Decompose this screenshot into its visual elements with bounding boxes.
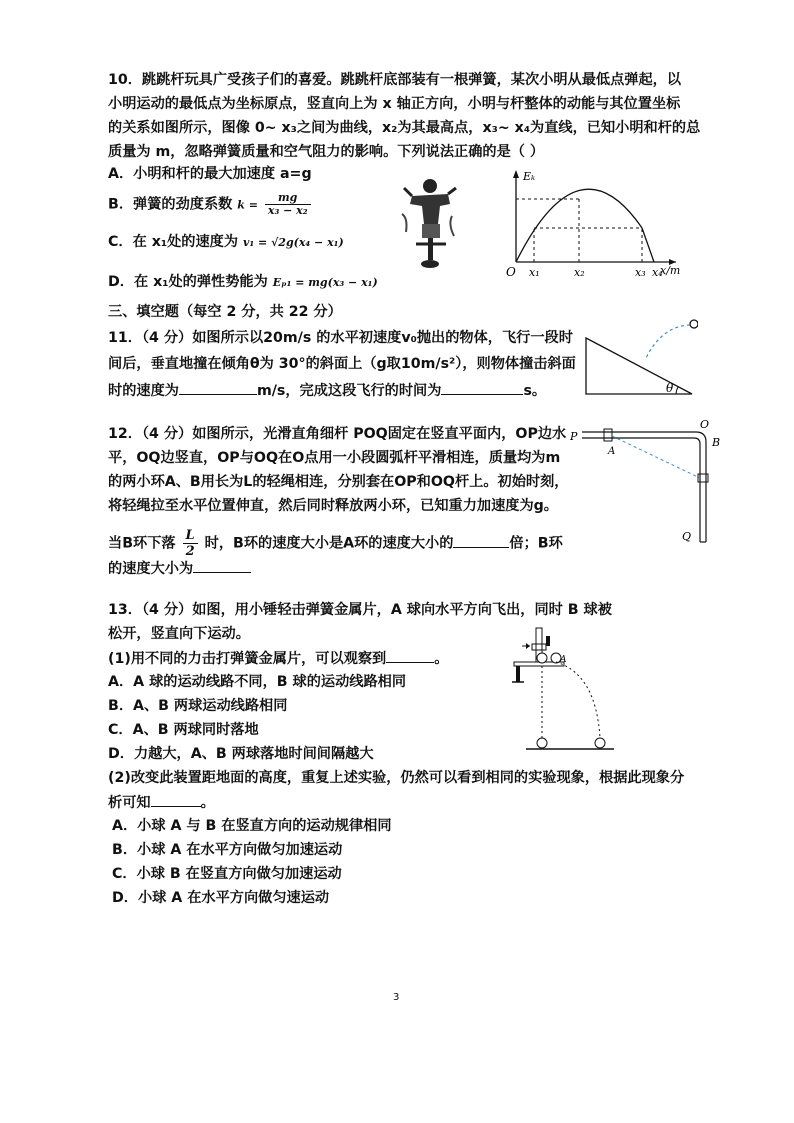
q10-option-d: [108, 272, 378, 293]
q11-line-3-b: m/s，完成这段飞行的时间为: [256, 383, 442, 399]
q10-line-2: 小明运动的最低点为坐标原点，竖直向上为 x 轴正方向，小明与杆整体的动能与其位置坐标: [108, 96, 681, 112]
q11-line-3: [108, 380, 546, 401]
apparatus-figure: [512, 622, 616, 752]
q10-option-a: A．小明和杆的最大加速度 a=g: [108, 166, 312, 182]
ring-a: [604, 429, 612, 441]
parabolic-path: [556, 662, 600, 738]
q10-line-3: 的关系如图所示，图像 0~ x₃之间为曲线，x₂为其最高点，x₃~ x₄为直线，已知小明和杆的总: [108, 120, 701, 136]
label-b: B: [712, 436, 721, 449]
projectile-ball: [690, 320, 698, 328]
q13-option-a: A．A 球的运动线路不同，B 球的运动线路相同: [108, 674, 407, 690]
q11-line-1: 11．（4 分）如图所示以20m/s 的水平初速度v₀抛出的物体，飞行一段时: [108, 330, 573, 346]
light-rope: [612, 436, 700, 478]
rod-inner: [582, 438, 700, 542]
pogo-stick-figure: [398, 174, 458, 270]
hammer-arrow-icon: [526, 643, 530, 649]
label-a: A: [608, 446, 616, 457]
q11-line-3-a: 时的速度为: [108, 383, 179, 399]
ball-b-ground: [537, 738, 547, 748]
page-number: 3: [393, 992, 400, 1003]
q10-option-b-fraction: [265, 192, 311, 217]
q13-option-2a: A．小球 A 与 B 在竖直方向的运动规律相同: [112, 818, 392, 834]
q10-option-b-formula-lhs: k =: [237, 198, 258, 212]
y-axis-arrow-icon: [513, 170, 519, 178]
q12-fraction-numerator: L: [183, 528, 198, 544]
q12-line-3: 的两小环A、B用长为L的轻绳相连，分别套在OP和OQ杆上。初始时刻，: [108, 474, 569, 490]
q12-line-2: 平，OQ边竖直，OP与OQ在O点用一小段圆弧杆平滑相连，质量均为m: [108, 450, 561, 466]
q11-blank-velocity[interactable]: [179, 380, 257, 395]
graph-tick-x2: x₂: [574, 266, 585, 279]
q12-fraction-denominator: 2: [185, 544, 195, 559]
graph-xlabel: x/m: [660, 264, 681, 277]
ball-b-top: [537, 653, 547, 663]
q13-line-3: [108, 648, 448, 669]
q10-option-d-label: D．在 x₁处的弹性势能为: [108, 274, 268, 290]
q12-blank-speed[interactable]: [193, 558, 251, 573]
section-title-fill-in: 三、填空题（每空 2 分，共 22 分）: [108, 304, 342, 320]
q12-line-5: [108, 528, 563, 559]
ek-x-graph: [506, 166, 686, 280]
q12-line-1: 12．（4 分）如图所示，光滑直角细杆 POQ固定在竖直平面内，OP边水: [108, 426, 567, 442]
graph-origin: O: [506, 265, 516, 279]
q10-option-c-label: C．在 x₁处的速度为: [108, 234, 239, 250]
q13-option-2c: C．小球 B 在竖直方向做匀加速运动: [112, 866, 342, 882]
q13-line-5-text: 析可知: [108, 795, 151, 811]
rod-outer: [582, 432, 706, 542]
q13-option-c: C．A、B 两球同时落地: [108, 722, 259, 738]
incline-triangle: [586, 338, 692, 394]
graph-ylabel: Eₖ: [523, 170, 536, 183]
q13-blank-2[interactable]: [151, 792, 201, 807]
q12-line-5-b: 时，B环的速度大小是A环的速度大小的: [204, 535, 454, 552]
graph-tick-x1: x₁: [529, 266, 540, 279]
q10-option-b: [108, 192, 313, 217]
q10-line-4: 质量为 m，忽略弹簧质量和空气阻力的影响。下列说法正确的是（ ）: [108, 144, 545, 160]
q13-line-3-end: 。: [434, 651, 449, 667]
hammer-head: [532, 644, 546, 650]
q13-blank-1[interactable]: [386, 648, 434, 663]
q13-line-1: 13．（4 分）如图，用小锤轻击弹簧金属片，A 球向水平方向飞出，同时 B 球被: [108, 602, 612, 618]
q10-line-1: 10．跳跳杆玩具广受孩子们的喜爱。跳跳杆底部装有一根弹簧，某次小明从最低点弹起，以: [108, 72, 682, 88]
q10-option-b-denominator: x₃ − x₂: [267, 204, 308, 217]
ek-line-segment: [642, 228, 654, 262]
q13-option-b: B．A、B 两球运动线路相同: [108, 698, 288, 714]
q12-line-5-a: 当B环下落: [108, 535, 176, 552]
graph-tick-x3: x₃: [635, 266, 646, 279]
clamp: [546, 636, 550, 646]
angle-arc: [676, 387, 678, 394]
q13-line-5: [108, 792, 215, 813]
q11-line-2: 间后，垂直地撞在倾角θ为 30°的斜面上（g取10m/s²），则物体撞击斜面: [108, 356, 576, 372]
q10-option-b-numerator: mg: [265, 192, 311, 205]
q13-line-2: 松开，竖直向下运动。: [108, 626, 250, 642]
q13-option-2d: D．小球 A 在水平方向做匀速运动: [112, 890, 330, 906]
q10-option-d-formula: Eₚ₁ = mg(x₃ − x₁): [272, 276, 378, 289]
q10-option-c-formula: v₁ = √2g(x₄ − x₁): [242, 236, 344, 249]
ball-a-ground: [595, 738, 605, 748]
q13-line-4: (2)改变此装置距地面的高度，重复上述实验，仍然可以看到相同的实验现象，根据此现象分: [108, 770, 685, 786]
label-q: Q: [682, 530, 692, 543]
q11-line-3-c: s。: [523, 383, 547, 399]
q12-fraction-l-over-2: [183, 528, 198, 559]
ball-a-label: A: [560, 655, 567, 665]
q12-blank-ratio[interactable]: [453, 533, 509, 548]
q13-option-2b: B．小球 A 在水平方向做匀加速运动: [112, 842, 343, 858]
q13-line-3-text: (1)用不同的力击打弹簧金属片，可以观察到: [108, 651, 387, 667]
q10-option-b-label: B．弹簧的劲度系数: [108, 196, 233, 213]
graph-tick-x4: x₄: [652, 266, 663, 279]
trajectory-line: [646, 325, 690, 358]
q12-line-6-text: 的速度大小为: [108, 561, 194, 577]
stand-leg: [516, 666, 520, 682]
q13-line-5-end: 。: [200, 795, 215, 811]
poq-rod-figure: [566, 418, 738, 548]
label-o: O: [700, 418, 710, 431]
q12-line-5-c: 倍；B环: [509, 535, 563, 552]
q12-line-6: [108, 558, 251, 579]
incline-figure: [582, 318, 698, 400]
angle-label: θ: [666, 381, 674, 395]
q13-option-d: D．力越大，A、B 两球落地时间间隔越大: [108, 746, 374, 762]
label-p: P: [570, 430, 578, 443]
q11-blank-time[interactable]: [441, 380, 523, 395]
q10-option-c: [108, 232, 344, 253]
q12-line-4: 将轻绳拉至水平位置伸直，然后同时释放两小环，已知重力加速度为g。: [108, 498, 558, 514]
